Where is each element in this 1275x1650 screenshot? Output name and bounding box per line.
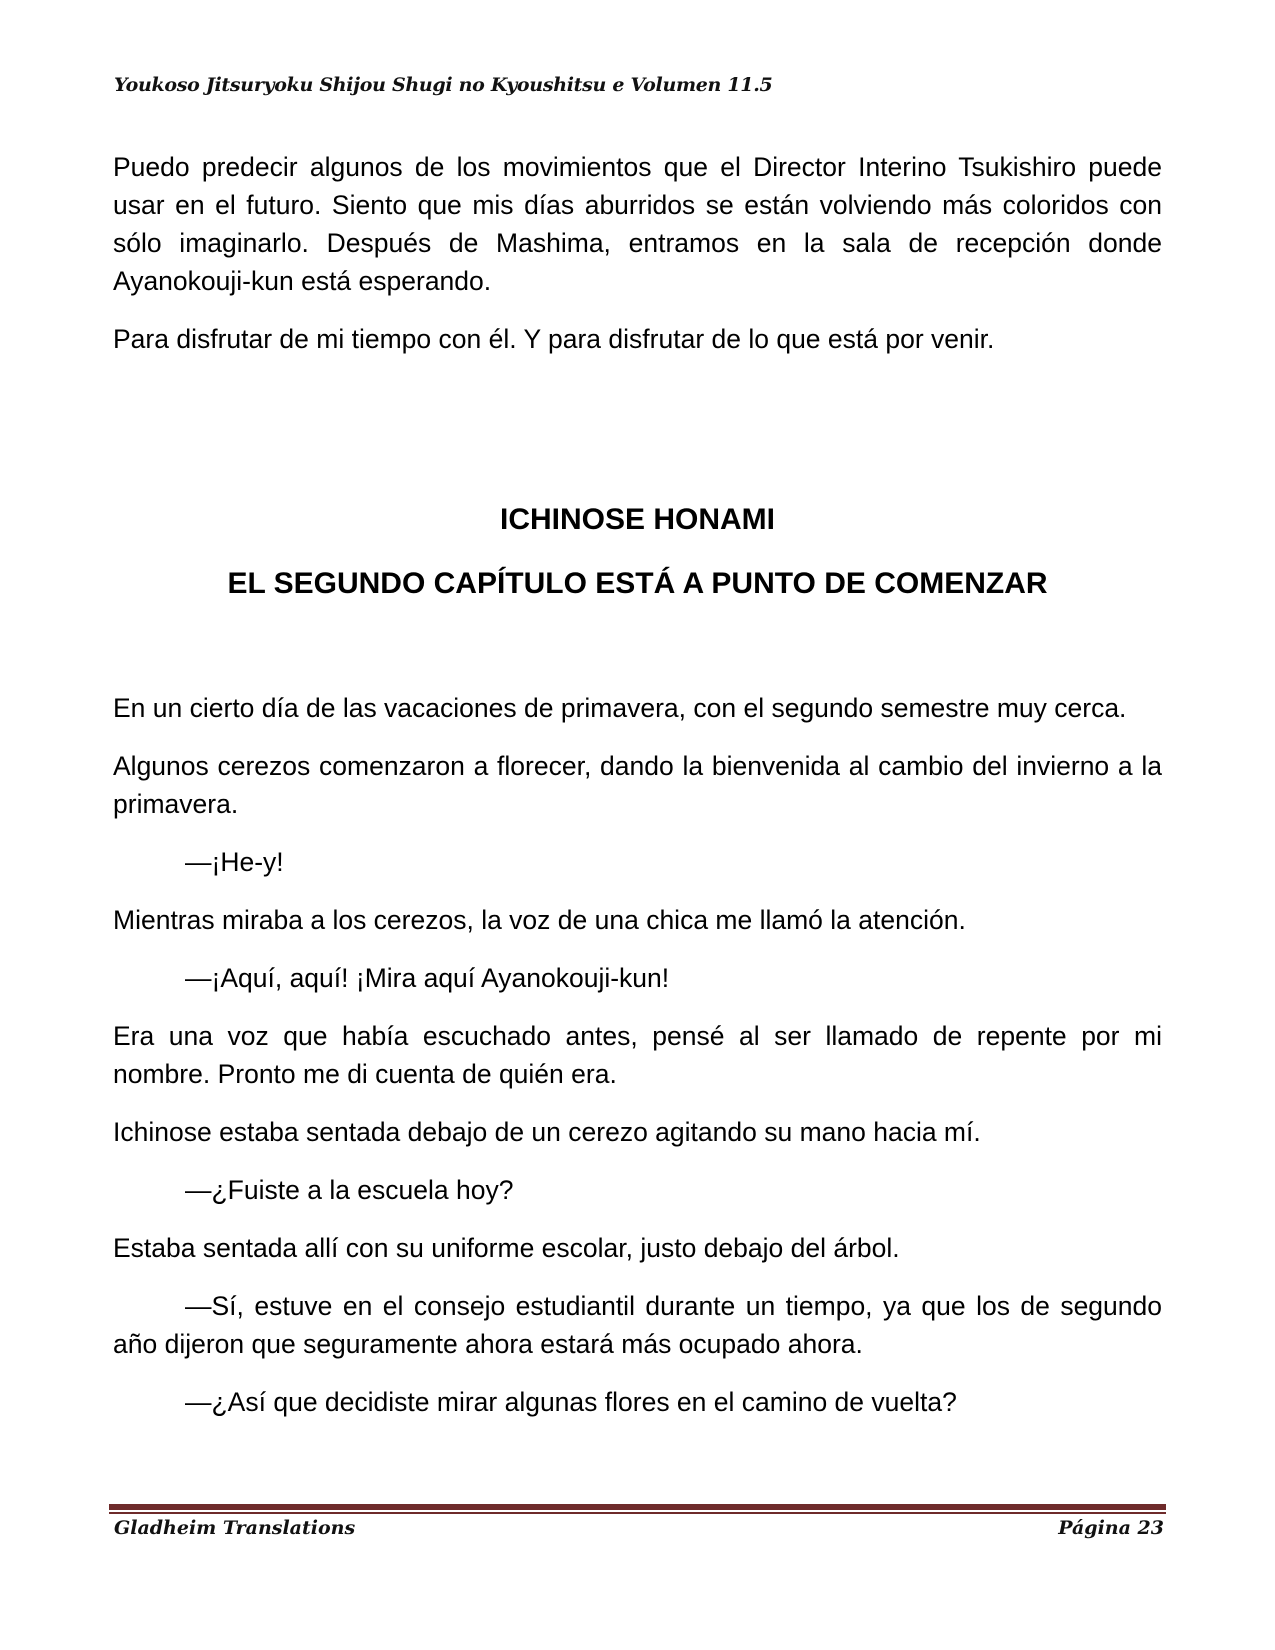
paragraph: Mientras miraba a los cerezos, la voz de una chica me llamó la atención. bbox=[113, 905, 966, 935]
paragraph: Puedo predecir algunos de los movimientos que el Director Interino Tsukishiro puede usar en el futuro. Siento que mis días aburridos se están volviendo más coloridos con sólo imaginarlo. Después de Mashima, entramos en la sala de recepción donde Ayanokouji-kun está esperando. bbox=[113, 152, 1162, 296]
paragraph: En un cierto día de las vacaciones de primavera, con el segundo semestre muy cerca. bbox=[113, 693, 1127, 723]
paragraph: Para disfrutar de mi tiempo con él. Y para disfrutar de lo que está por venir. bbox=[113, 324, 995, 354]
paragraph: Estaba sentada allí con su uniforme escolar, justo debajo del árbol. bbox=[113, 1233, 900, 1263]
footer-divider bbox=[109, 1504, 1166, 1514]
footer-divider-thick bbox=[109, 1504, 1166, 1510]
paragraph: Era una voz que había escuchado antes, pensé al ser llamado de repente por mi nombre. Pronto me di cuenta de quién era. bbox=[113, 1021, 1162, 1089]
footer-divider-thin bbox=[109, 1512, 1166, 1514]
footer-translator-credit: Gladheim Translations bbox=[114, 1517, 356, 1539]
paragraph: Algunos cerezos comenzaron a florecer, dando la bienvenida al cambio del invierno a la primavera. bbox=[113, 751, 1162, 819]
dialogue-line: —¡Aquí, aquí! ¡Mira aquí Ayanokouji-kun! bbox=[185, 963, 670, 993]
dialogue-line: —Sí, estuve en el consejo estudiantil durante un tiempo, ya que los de segundo año dijeron que seguramente ahora estará más ocupado ahora. bbox=[113, 1291, 1162, 1359]
paragraph: Ichinose estaba sentada debajo de un cerezo agitando su mano hacia mí. bbox=[113, 1117, 981, 1147]
dialogue-line: —¿Fuiste a la escuela hoy? bbox=[185, 1175, 514, 1205]
section-1-body bbox=[113, 148, 1162, 378]
footer-page-number: Página 23 bbox=[1058, 1517, 1164, 1539]
dialogue-line: —¡He-y! bbox=[185, 847, 284, 877]
dialogue-line: —¿Así que decidiste mirar algunas flores en el camino de vuelta? bbox=[185, 1387, 957, 1417]
running-header: Youkoso Jitsuryoku Shijou Shugi no Kyoushitsu e Volumen 11.5 bbox=[114, 74, 773, 96]
chapter-heading-title: ICHINOSE HONAMI bbox=[499, 503, 775, 536]
section-2-body bbox=[113, 689, 1162, 1441]
chapter-heading-subtitle: EL SEGUNDO CAPÍTULO ESTÁ A PUNTO DE COMENZAR bbox=[227, 567, 1048, 600]
